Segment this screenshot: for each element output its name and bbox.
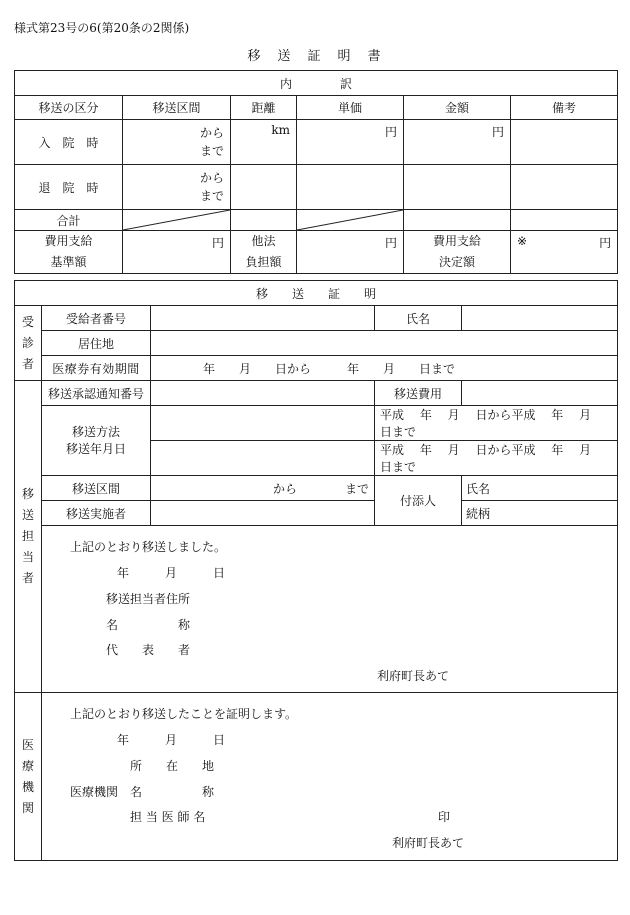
attendant-name-field[interactable] [462,476,618,501]
yen-unit: 円 [599,236,612,250]
route-admission[interactable] [123,120,231,165]
yen-unit: 円 [384,236,397,250]
carrier-date: 年 月 日 [117,566,226,580]
medical-addressee: 利府町長あて [392,836,465,850]
carrier-rep-label: 代 表 者 [106,643,191,657]
route-to-label: まで [199,144,224,158]
attendant-relation-label: 続柄 [466,506,491,521]
table-row [15,165,618,210]
period-field-2[interactable] [375,441,618,476]
standard-label-line1: 費用支給 [44,234,93,248]
distance-discharge[interactable] [231,165,297,210]
patient-name-field[interactable] [462,306,618,331]
standard-label-line2: 基準額 [50,255,87,269]
carrier-address-label: 移送担当者住所 [106,592,191,606]
recipient-number-field[interactable] [151,306,375,331]
patient-name-label: 氏名 [375,306,462,331]
page-title: 移 送 証 明 書 [247,49,383,64]
attendant-relation-field[interactable] [462,501,618,526]
operator-field[interactable] [151,501,375,526]
remarks-discharge[interactable] [511,165,618,210]
medical-doctor-label: 担 当 医 師 名 [130,810,206,824]
form-number: 様式第23号の6(第20条の2関係) [14,21,190,35]
medical-org-label: 医療機関 [70,785,119,799]
validity-label: 医療券有効期間 [42,356,151,381]
yen-unit: 円 [384,125,397,139]
other-label-line1: 他法 [251,234,276,248]
breakdown-section-title: 内 訳 [15,71,618,96]
date-label: 移送年月日 [65,441,126,456]
validity-field[interactable] [151,356,618,381]
transport-section-field[interactable] [151,476,375,501]
method-label: 移送方法 [71,424,120,439]
col-header-category: 移送の区分 [15,96,123,120]
operator-label: 移送実施者 [42,501,151,526]
decided-amount-value[interactable] [511,231,618,274]
method-date-label [42,406,151,476]
medical-date: 年 月 日 [117,733,226,747]
distance-admission[interactable] [231,120,297,165]
asterisk-mark: ※ [517,234,528,248]
standard-amount-value[interactable] [123,231,231,274]
row-label-admission: 入 院 時 [15,120,123,165]
certification-section-title: 移 送 証 明 [15,281,618,306]
certification-table [14,280,618,861]
approval-number-label: 移送承認通知番号 [42,381,151,406]
section-from: から [273,482,298,496]
col-header-amount: 金額 [404,96,511,120]
decided-label-line1: 費用支給 [432,234,481,248]
carrier-addressee: 利府町長あて [377,669,450,683]
period-text-2: 平成 年 月 日から平成 年 月 日まで [380,443,607,474]
section-to: まで [345,482,370,496]
medical-location-label: 所 在 地 [130,759,215,773]
table-row [15,120,618,165]
attendant-name-label: 氏名 [466,481,491,496]
route-from-label: から [199,171,224,185]
seal-mark: 印 [438,810,451,824]
total-route-crossed [123,210,231,231]
route-to-label: まで [199,189,224,203]
col-header-route: 移送区間 [123,96,231,120]
yen-unit: 円 [211,236,224,250]
address-field[interactable] [151,331,618,356]
medical-statement-area [42,693,618,861]
period-text-1: 平成 年 月 日から平成 年 月 日まで [380,408,607,439]
total-amount[interactable] [404,210,511,231]
col-header-unit-price: 単価 [297,96,404,120]
col-header-distance: 距離 [231,96,297,120]
other-law-label [231,231,297,274]
total-label: 合計 [15,210,123,231]
carrier-group-label: 移送担当者 [15,381,42,693]
route-discharge[interactable] [123,165,231,210]
col-header-remarks: 備考 [511,96,618,120]
recipient-number-label: 受給者番号 [42,306,151,331]
period-field-1[interactable] [375,406,618,441]
medical-name-label: 名 称 [130,785,215,799]
patient-group-label: 受診者 [15,306,42,381]
remarks-admission[interactable] [511,120,618,165]
total-unit-price-crossed [297,210,404,231]
carrier-statement: 上記のとおり移送しました。 [70,540,227,554]
approval-number-field[interactable] [151,381,375,406]
carrier-statement-area [42,526,618,693]
table-row [15,210,618,231]
method-field-1[interactable] [151,406,375,441]
total-remarks[interactable] [511,210,618,231]
method-field-2[interactable] [151,441,375,476]
carrier-name-label: 名 称 [106,618,191,632]
km-unit: km [271,123,290,137]
decided-label-line2: 決定額 [438,255,475,269]
transport-cost-label: 移送費用 [375,381,462,406]
address-label: 居住地 [42,331,151,356]
medical-group-label: 医療機関 [15,693,42,861]
unit-price-admission[interactable] [297,120,404,165]
other-law-value[interactable] [297,231,404,274]
transport-cost-field[interactable] [462,381,618,406]
validity-date-text: 年 月 日から 年 月 日まで [203,361,456,376]
transport-section-label: 移送区間 [42,476,151,501]
table-row [15,231,618,274]
total-distance[interactable] [231,210,297,231]
attendant-label: 付添人 [375,476,462,526]
amount-admission[interactable] [404,120,511,165]
amount-discharge[interactable] [404,165,511,210]
unit-price-discharge[interactable] [297,165,404,210]
breakdown-table [14,70,618,274]
other-label-line2: 負担額 [245,255,282,269]
medical-statement: 上記のとおり移送したことを証明します。 [70,707,298,721]
standard-amount-label [15,231,123,274]
route-from-label: から [199,126,224,140]
row-label-discharge: 退 院 時 [15,165,123,210]
decided-amount-label [404,231,511,274]
yen-unit: 円 [491,125,504,139]
